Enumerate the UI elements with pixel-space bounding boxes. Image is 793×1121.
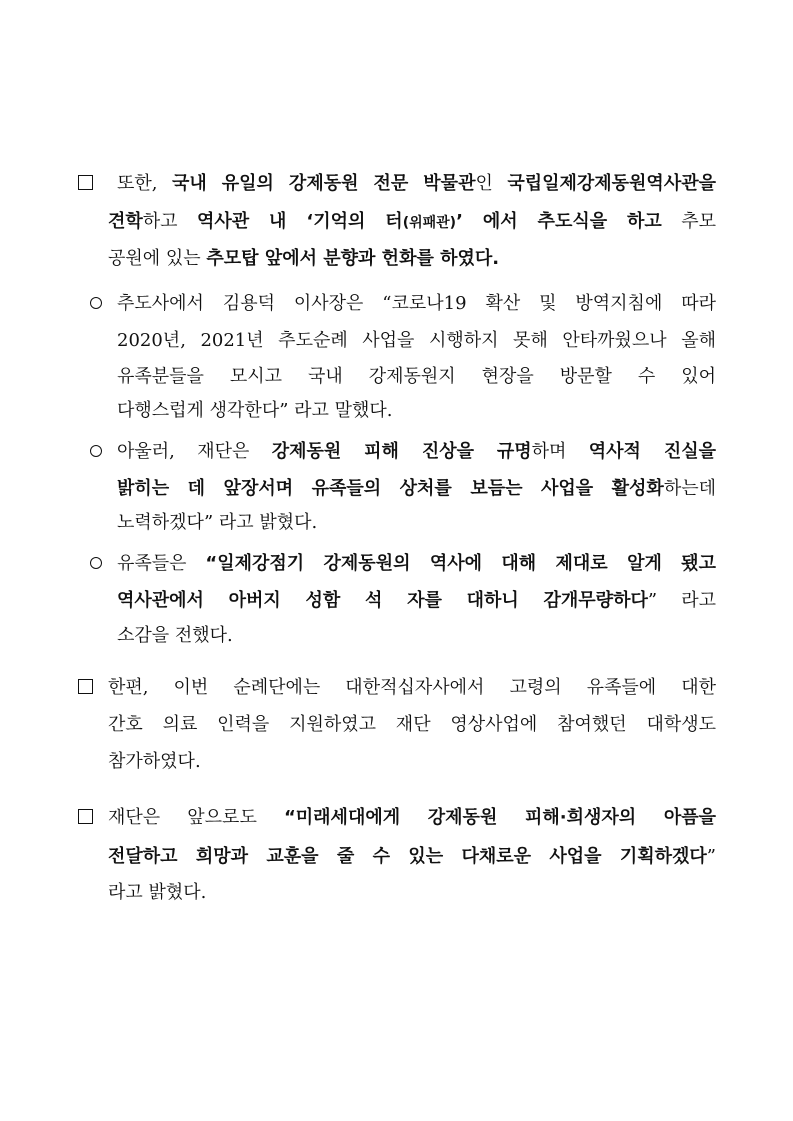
- text-line: 견학하고 역사관 내 ‘기억의 터(위패관)’ 에서 추도식을 하고 추모: [108, 211, 716, 232]
- text-line: 밝히는 데 앞장서며 유족들의 상처를 보듬는 사업을 활성화하는데: [117, 478, 716, 499]
- circle-bullet-icon: [90, 557, 102, 569]
- text-line: 유족들은 “일제강점기 강제동원의 역사에 대해 제대로 알게 됐고: [117, 553, 716, 574]
- text-line: 공원에 있는 추모탑 앞에서 분향과 헌화를 하였다.: [108, 248, 500, 269]
- text-line: 2020년, 2021년 추도순례 사업을 시행하지 못해 안타까웠으나 올해: [117, 330, 716, 351]
- text-line: 역사관에서 아버지 성함 석 자를 대하니 감개무량하다” 라고: [117, 590, 716, 611]
- square-bullet-icon: [78, 175, 93, 190]
- text-line: 추도사에서 김용덕 이사장은 “코로나19 확산 및 방역지침에 따라: [117, 293, 716, 314]
- square-bullet-icon: [78, 679, 93, 694]
- text-line: 노력하겠다” 라고 밝혔다.: [117, 512, 318, 533]
- text-line: 아울러, 재단은 강제동원 피해 진상을 규명하며 역사적 진실을: [117, 441, 716, 462]
- text-line: 유족분들을 모시고 국내 강제동원지 현장을 방문할 수 있어: [117, 366, 716, 387]
- text-line: 라고 밝혔다.: [108, 882, 207, 903]
- text-line: 다행스럽게 생각한다” 라고 말했다.: [117, 400, 393, 421]
- square-bullet-icon: [78, 809, 93, 824]
- text-line: 재단은 앞으로도 “미래세대에게 강제동원 피해·희생자의 아픔을: [108, 807, 716, 828]
- circle-bullet-icon: [90, 445, 102, 457]
- text-line: 전달하고 희망과 교훈을 줄 수 있는 다채로운 사업을 기획하겠다”: [108, 846, 716, 867]
- text-line: 한편, 이번 순례단에는 대한적십자사에서 고령의 유족들에 대한: [108, 677, 716, 698]
- text-line: 참가하였다.: [108, 751, 201, 772]
- text-line: 소감을 전했다.: [117, 625, 233, 646]
- text-line: 또한, 국내 유일의 강제동원 전문 박물관인 국립일제강제동원역사관을: [117, 173, 716, 194]
- circle-bullet-icon: [90, 297, 102, 309]
- text-line: 간호 의료 인력을 지원하였고 재단 영상사업에 참여했던 대학생도: [108, 714, 716, 735]
